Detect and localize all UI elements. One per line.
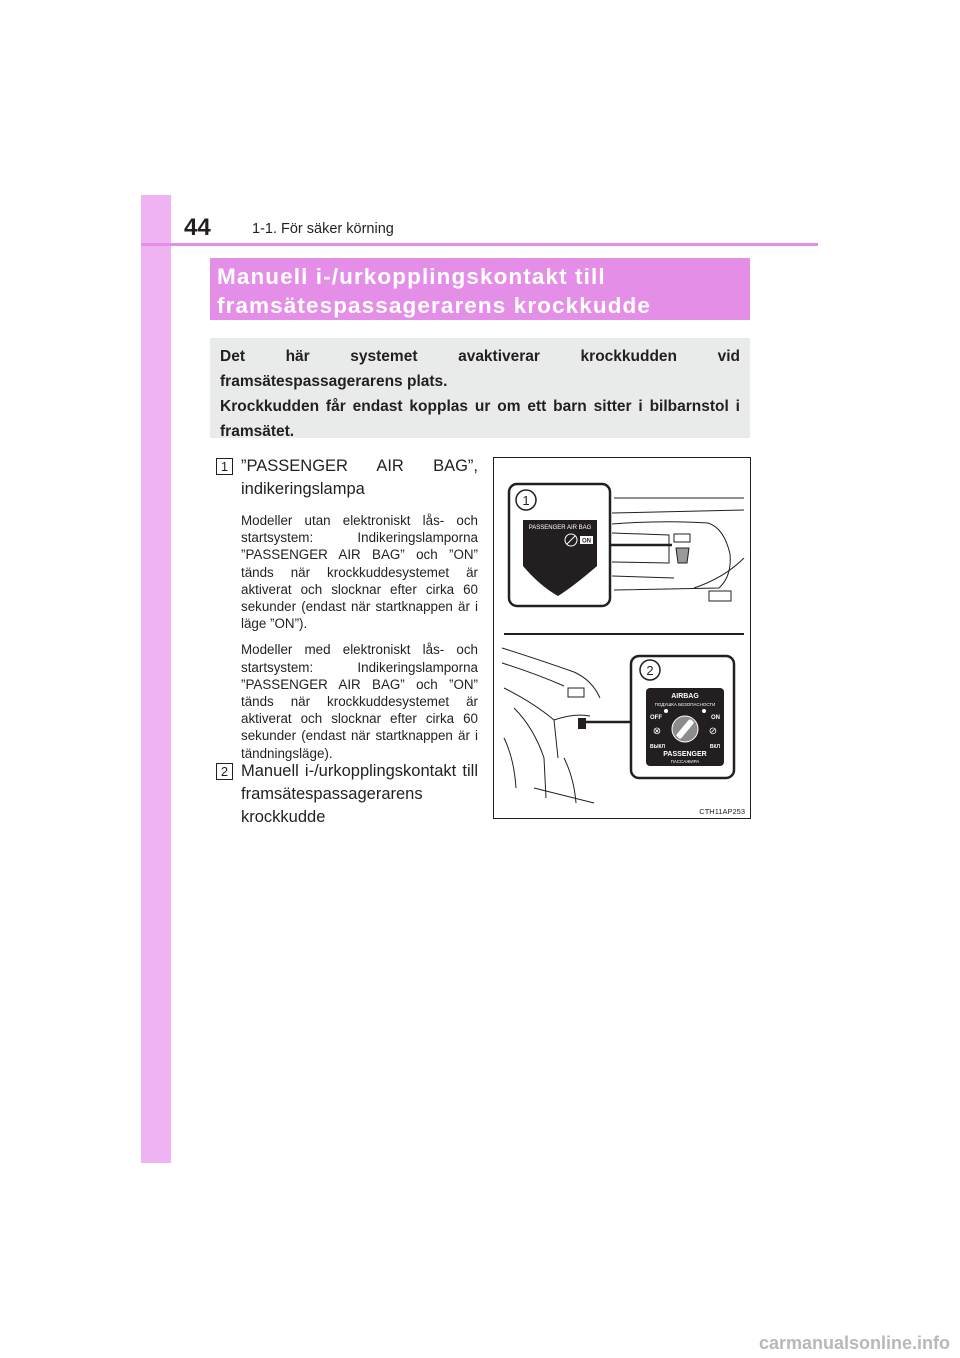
item-note-1b: Modeller med elektroniskt lås- och startsystem: Indikeringslamporna ”PASSENGER AIR BAG” och ”ON” tänds när krockkuddesystemet är aktiverat och slocknar efter cirka 60 sekunder (endast när startknappen är i tändningsläge). — [241, 642, 478, 761]
indicator-lens — [676, 548, 689, 563]
dashboard-illustration — [493, 457, 751, 819]
indicator-on-text: ON — [582, 538, 591, 545]
switch-passenger-label-ru: ПАССАЖИРА — [670, 759, 700, 764]
intro-paragraph-1: Det här systemet avaktiverar krockkudden vid framsätespassagerarens plats. — [220, 348, 740, 390]
off-indicator-dot — [664, 709, 668, 713]
airbag-off-icon: ⊗ — [652, 726, 662, 737]
on-indicator-dot — [702, 709, 706, 713]
glovebox-detail — [568, 688, 584, 697]
callout-number-2: 2 — [646, 663, 654, 678]
switch-passenger-label: PASSENGER — [663, 751, 707, 758]
item-number-2: 2 — [216, 763, 233, 780]
switch-off-label: OFF — [650, 715, 662, 721]
illustration-svg — [494, 458, 750, 818]
header-rule — [141, 243, 818, 246]
airbag-on-icon: ⊘ — [708, 726, 718, 737]
intro-paragraph-2: Krockkudden får endast kopplas ur om ett barn sitter i bilbarnstol i framsätet. — [220, 398, 740, 440]
item-note-1a: Modeller utan elektroniskt lås- och startsystem: Indikeringslamporna ”PASSENGER AIR BAG” och ”ON” tänds när krockkuddesystemet är aktiverat och slocknar efter cirka 60 sekunder (endast när startknappen är i läge ”ON”). — [241, 513, 478, 632]
list-item-2 — [216, 760, 478, 829]
figure-code: CTH11AP253 — [699, 807, 745, 816]
page-title-line1: Manuell i-/urkopplingskontakt till — [217, 264, 606, 289]
airbag-switch-location — [578, 718, 586, 729]
switch-airbag-label: AIRBAG — [671, 693, 699, 700]
indicator-label: PASSENGER AIR BAG — [528, 525, 592, 531]
item-number-1: 1 — [216, 458, 233, 475]
watermark: carmanualsonline.info — [758, 1333, 950, 1353]
switch-airbag-label-ru: ПОДУШКА БЕЗОПАСНОСТИ — [654, 702, 716, 707]
switch-on-label-ru: ВКЛ — [709, 744, 720, 750]
page-number: 44 — [184, 214, 211, 241]
list-item-1 — [216, 455, 478, 762]
item-text-1: ”PASSENGER AIR BAG”, indikeringslampa — [241, 457, 478, 498]
callout-number-1: 1 — [522, 493, 530, 508]
page-title-line2: framsätespassagerarens krockkudde — [217, 293, 652, 318]
section-title: 1-1. För säker körning — [252, 221, 394, 237]
side-tab-bar — [141, 195, 171, 1163]
switch-on-label: ON — [711, 715, 720, 721]
intro-box — [210, 338, 750, 438]
page-title — [210, 258, 750, 320]
switch-off-label-ru: ВЫКЛ — [650, 744, 666, 750]
item-text-2: Manuell i-/urkopplingskontakt till framsätespassagerarens krockkudde — [241, 762, 478, 826]
indicator-housing — [674, 534, 690, 542]
